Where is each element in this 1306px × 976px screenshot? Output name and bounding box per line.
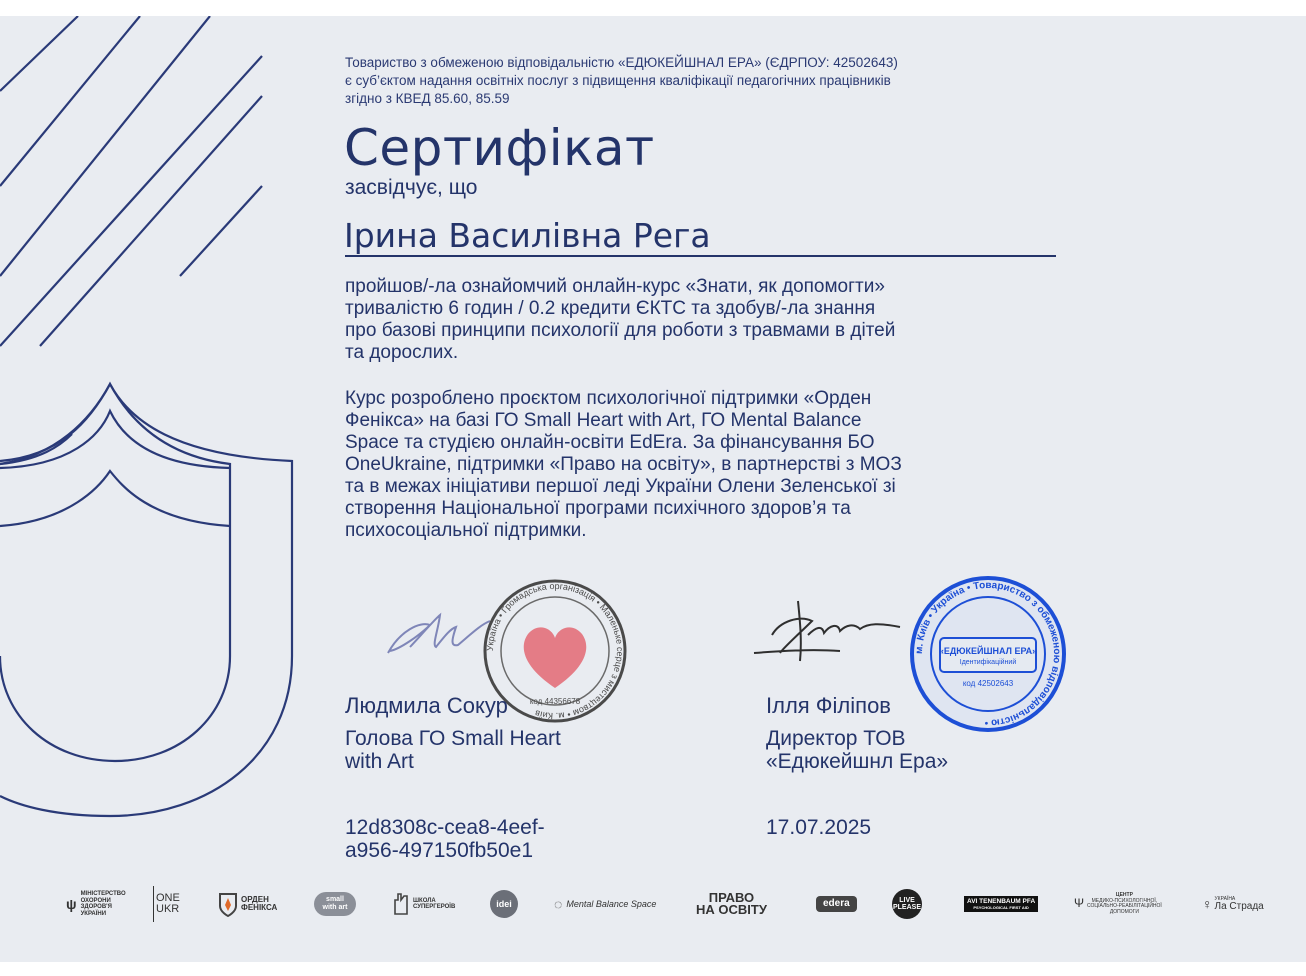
certificate-id-line: a956-497150fb50e1: [345, 839, 534, 862]
course-credits-line: створення Національної програми психічного здоров’я та: [345, 498, 851, 519]
logo-liveplease-line: LIVE: [899, 897, 915, 904]
recipient-name: Ірина Василівна Рега: [344, 216, 711, 255]
course-credits-line: Space та студією онлайн-освіти EdEra. За фінансування БО: [345, 432, 875, 453]
logo-edera: [816, 886, 857, 922]
logo-centr-line: ЦЕНТР: [1115, 892, 1133, 898]
certificate-title: Сертифікат: [344, 119, 655, 177]
signatory-1-role-line: with Art: [345, 750, 414, 773]
logo-moz-line: МІНІСТЕРСТВО: [80, 891, 126, 897]
left-stamp-code: код 44356678: [529, 697, 581, 706]
logo-shkola: [392, 886, 455, 922]
logo-tenenbaum-line: PSYCHOLOGICAL FIRST AID: [973, 905, 1029, 910]
logo-idei-text: idei: [490, 890, 518, 918]
logo-smallart-line: with art: [322, 904, 348, 911]
logo-moz: [66, 886, 126, 922]
right-stamp-code: код 42502643: [962, 679, 1014, 688]
course-credits: [345, 388, 1065, 542]
logo-moz-line: ЗДОРОВ'Я: [80, 904, 112, 910]
course-description: [345, 276, 1065, 364]
signatory-1-role-line: Голова ГО Small Heart: [345, 727, 561, 750]
logo-mental-text: Mental Balance Space: [566, 899, 657, 909]
provider-line-3: згідно з КВЕД 85.60, 85.59: [345, 91, 510, 106]
signatory-1-role: [345, 727, 561, 773]
signatory-2-role: [766, 727, 948, 773]
figures-icon: Ψ: [1074, 896, 1085, 911]
certificate-page: [0, 16, 1306, 962]
recipient-underline: [345, 255, 1056, 257]
logo-centr: [1074, 886, 1162, 922]
logo-tenenbaum-line: AVI TENENBAUM PFA: [967, 898, 1036, 905]
logo-liveplease: [892, 886, 922, 922]
logo-oneukr-line: ONE: [156, 892, 180, 904]
course-credits-line: OneUkraine, підтримки «Право на освіту», в партнерстві з МОЗ: [345, 454, 902, 475]
logo-pravo-line: НА ОСВІТУ: [696, 902, 767, 917]
logo-orden-line: ОРДЕН: [241, 895, 269, 904]
course-description-line: тривалістю 6 годин / 0.2 кредити ЄКТС та здобув/-ла знання: [345, 298, 876, 319]
logo-moz-line: УКРАЇНИ: [80, 910, 107, 917]
provider-statement: [345, 54, 898, 108]
logo-liveplease-line: PLEASE: [892, 904, 921, 911]
logo-oneukr-line: UKR: [156, 903, 180, 915]
provider-line-1: Товариство з обмеженою відповідальністю «ЕДЮКЕЙШНАЛ ЕРА» (ЄДРПОУ: 42502643): [345, 55, 898, 70]
logo-smallart-line: small: [326, 896, 344, 903]
phoenix-shield-icon: [218, 891, 238, 917]
course-credits-line: та в межах ініціативи першої леді України Олени Зеленської зі: [345, 476, 896, 497]
logo-centr-line: ДОПОМОГИ: [1109, 908, 1139, 915]
certificate-id-line: 12d8308c-cea8-4eef-: [345, 816, 545, 839]
logo-smallart: [314, 886, 356, 922]
certifies-text: засвідчує, що: [345, 176, 478, 199]
logo-centr-line: СОЦІАЛЬНО-РЕАБІЛІТАЦІЙНОЇ: [1087, 903, 1162, 909]
logo-moz-line: ОХОРОНИ: [80, 897, 111, 904]
course-description-line: про базові принципи психології для роботи з травмами в дітей: [345, 320, 896, 341]
right-stamp-ring-text: м. Київ • Україна • Товариство з обмеженою відповідальністю •: [913, 579, 1063, 729]
heart-icon: [524, 627, 587, 688]
right-signature: [750, 591, 930, 671]
logo-pravo-line: ПРАВО: [708, 890, 755, 905]
logo-lastrada-line: Ла Страда: [1214, 901, 1264, 912]
right-stamp-center: «ЕДЮКЕЙШНАЛ ЕРА»: [938, 646, 1038, 656]
issue-date: 17.07.2025: [766, 816, 872, 839]
signatory-2-name: Ілля Філіпов: [766, 693, 891, 718]
logo-pravo: [696, 886, 767, 922]
dotted-circle-icon: ◌: [554, 896, 563, 912]
signatory-2-role-line: «Едюкейшнл Ера»: [766, 750, 949, 773]
partner-logos: [60, 886, 1270, 922]
logo-mental: [554, 886, 656, 922]
logo-tenenbaum: [964, 886, 1038, 922]
signatory-1-name: Людмила Сокур: [345, 693, 508, 718]
logo-oneukr: [153, 886, 180, 922]
figure-icon: ♀: [1202, 896, 1213, 912]
logo-shkola-line: СУПЕРГЕРОЇВ: [413, 904, 456, 910]
right-stamp: [908, 574, 1068, 734]
course-credits-line: психосоціальної підтримки.: [345, 520, 587, 541]
logo-lastrada-line: УКРАЇНА: [1214, 896, 1236, 902]
course-credits-line: Курс розроблено проєктом психологічної підтримки «Орден: [345, 388, 872, 409]
trident-icon: ψ: [66, 895, 77, 912]
certificate-id: [345, 816, 545, 862]
logo-centr-line: МЕДИКО-ПСИХОЛОГІЧНОЇ,: [1091, 897, 1158, 904]
logo-orden-line: ФЕНІКСА: [241, 903, 278, 912]
left-stamp-ring-text: Україна • Громадська організація • Маленьке серце з мистецтвом • м. Київ: [484, 580, 626, 722]
hand-icon: [392, 892, 410, 916]
course-description-line: та дорослих.: [345, 342, 459, 363]
decorative-line-art: [0, 16, 340, 962]
course-description-line: пройшов/-ла ознайомчий онлайн-курс «Знати, як допомогти»: [345, 276, 885, 297]
logo-idei: [490, 886, 518, 922]
course-credits-line: Фенікса» на базі ГО Small Heart with Art, ГО Mental Balance: [345, 410, 862, 431]
logo-shkola-line: ШКОЛА: [413, 897, 436, 904]
provider-line-2: є суб’єктом надання освітніх послуг з підвищення кваліфікації педагогічних працівників: [345, 73, 891, 88]
logo-lastrada: [1202, 886, 1264, 922]
logo-edera-text: edera: [816, 896, 857, 912]
signatory-2-role-line: Директор ТОВ: [766, 727, 906, 750]
logo-orden: [218, 886, 277, 922]
right-stamp-center-sub: Ідентифікаційний: [959, 659, 1017, 666]
